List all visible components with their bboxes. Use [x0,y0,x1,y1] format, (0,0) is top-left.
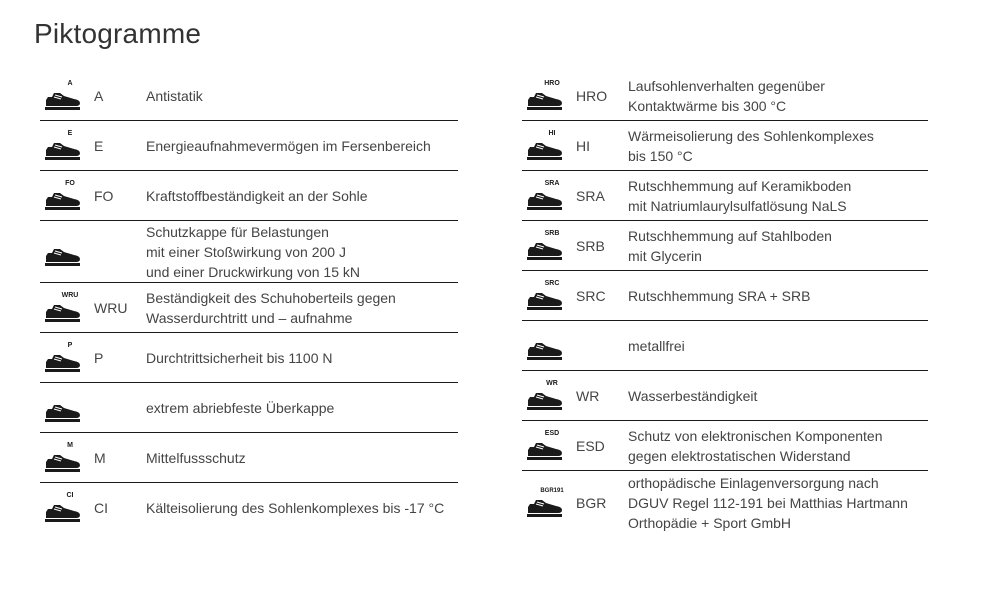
pictogram-description [146,136,446,156]
description-line: Durchtrittsicherheit bis 1100 N [146,349,333,366]
pictogram-description [628,473,928,533]
shoe-water-resistant-upper-icon [40,288,84,328]
pictogram-code: CI [94,500,108,516]
description-line: Kraftstoffbeständigkeit an der Sohle [146,187,368,204]
description-line: Beständigkeit des Schuhoberteils gegen [146,289,396,306]
pictogram-description [628,76,928,116]
description-line: gegen elektrostatischen Widerstand [628,447,851,464]
svg-text:ESD: ESD [544,429,560,437]
description-line: Rutschhemmung SRA + SRB [628,287,811,304]
shoe-heat-insulation-icon [522,126,566,166]
pictogram-row [40,121,458,171]
pictogram-description [628,336,928,356]
pictogram-code: M [94,449,106,466]
shoe-water-resistant-icon [522,376,566,416]
shoe-scuff-cap-icon [40,388,84,428]
shoe-slip-src-icon [522,276,566,316]
pictogram-description [628,286,928,306]
svg-text:CI: CI [66,492,74,499]
pictogram-code: ESD [576,437,605,454]
pictogram-description [146,398,446,418]
pictogram-code: FO [94,187,114,204]
pictogram-list-right [522,71,928,535]
pictogram-description [628,126,928,166]
shoe-heat-contact-icon [522,76,566,116]
description-line: Kontaktwärme bis 300 °C [628,97,787,114]
svg-text:P: P [67,341,73,349]
pictogram-row [522,421,928,471]
pictogram-code: HRO [576,87,608,104]
svg-text:SRC: SRC [544,279,560,287]
pictogram-code: BGR [576,495,607,511]
pictogram-code: SRC [576,287,606,304]
description-line: metallfrei [628,337,685,354]
pictogram-description [146,222,446,282]
svg-text:HRO: HRO [544,79,560,87]
description-line: Wärmeisolierung des Sohlenkomplexes [628,127,874,144]
pictogram-row [522,71,928,121]
pictogram-description [628,226,928,266]
pictogram-code: E [94,137,104,154]
pictogram-row [40,221,458,283]
pictogram-row [40,483,458,533]
pictogram-description [146,86,446,106]
svg-text:WR: WR [546,379,558,387]
pictogram-row [522,471,928,535]
description-line: Wasserdurchtritt und – aufnahme [146,309,353,326]
shoe-antistatic-icon [40,76,84,116]
svg-text:SRB: SRB [544,229,560,237]
svg-text:WRU: WRU [61,291,79,299]
pictogram-description [628,176,928,216]
shoe-metal-free-icon [522,326,566,366]
pictogram-row [522,171,928,221]
shoe-energy-absorption-icon [40,126,84,166]
shoe-cold-insulation-icon [40,488,84,528]
pictogram-description [628,386,928,406]
pictogram-row [40,171,458,221]
description-line: Kälteisolierung des Sohlenkomplexes bis -17 °C [146,500,445,516]
shoe-metatarsal-icon [40,438,84,478]
description-line: orthopädische Einlagenversorgung nach [628,475,879,491]
shoe-esd-icon [522,426,566,466]
svg-text:A: A [67,79,73,87]
pictogram-code: SRA [576,187,605,204]
description-line: extrem abriebfeste Überkappe [146,399,335,416]
page-title: Piktogramme [34,18,202,49]
pictogram-row [40,283,458,333]
svg-text:HI: HI [548,129,556,137]
pictogram-row [522,271,928,321]
shoe-penetration-resistance-icon [40,338,84,378]
pictogram-row [522,221,928,271]
pictogram-row [40,433,458,483]
pictogram-code: WR [576,387,600,404]
pictogram-description [146,288,446,328]
description-line: Wasserbeständigkeit [628,387,758,404]
shoe-slip-sra-icon [522,176,566,216]
shoe-slip-srb-icon [522,226,566,266]
pictogram-description [146,186,446,206]
pictogram-description [146,348,446,368]
pictogram-row [522,321,928,371]
shoe-orthopedic-icon [522,483,566,523]
description-line: Orthopädie + Sport GmbH [628,515,792,531]
description-line: Rutschhemmung auf Keramikboden [628,177,852,194]
description-line: mit Glycerin [628,247,702,264]
description-line: mit einer Stoßwirkung von 200 J [146,243,346,260]
pictogram-code: WRU [94,299,128,316]
description-line: Energieaufnahmevermögen im Fersenbereich [146,137,431,154]
description-line: mit Natriumlaurylsulfatlösung NaLS [628,197,847,214]
pictogram-row [40,383,458,433]
pictogram-code: SRB [576,237,605,254]
svg-text:SRA: SRA [544,179,560,187]
description-line: Schutzkappe für Belastungen [146,223,329,240]
description-line: Laufsohlenverhalten gegenüber [628,77,825,94]
pictogram-description [146,448,446,468]
description-line: Antistatik [146,87,203,104]
shoe-fuel-resistance-icon [40,176,84,216]
pictogram-code: P [94,349,104,366]
pictogram-list-left [40,71,458,533]
description-line: DGUV Regel 112-191 bei Matthias Hartmann [628,495,908,511]
description-line: Schutz von elektronischen Komponenten [628,427,883,444]
svg-text:BGR191: BGR191 [540,488,564,494]
pictogram-row [522,121,928,171]
shoe-toecap-icon [40,232,84,272]
description-line: Mittelfussschutz [146,449,246,466]
pictogram-description [146,498,446,518]
description-line: bis 150 °C [628,147,693,164]
description-line: Rutschhemmung auf Stahlboden [628,227,832,244]
svg-text:M: M [67,441,73,449]
pictogram-code: HI [576,137,590,154]
svg-text:E: E [67,129,73,137]
pictogram-row [522,371,928,421]
description-line: und einer Druckwirkung von 15 kN [146,263,360,280]
pictogram-description [628,426,928,466]
pictogram-row [40,333,458,383]
pictogram-row [40,71,458,121]
svg-text:FO: FO [65,179,75,187]
pictogram-code: A [94,87,104,104]
